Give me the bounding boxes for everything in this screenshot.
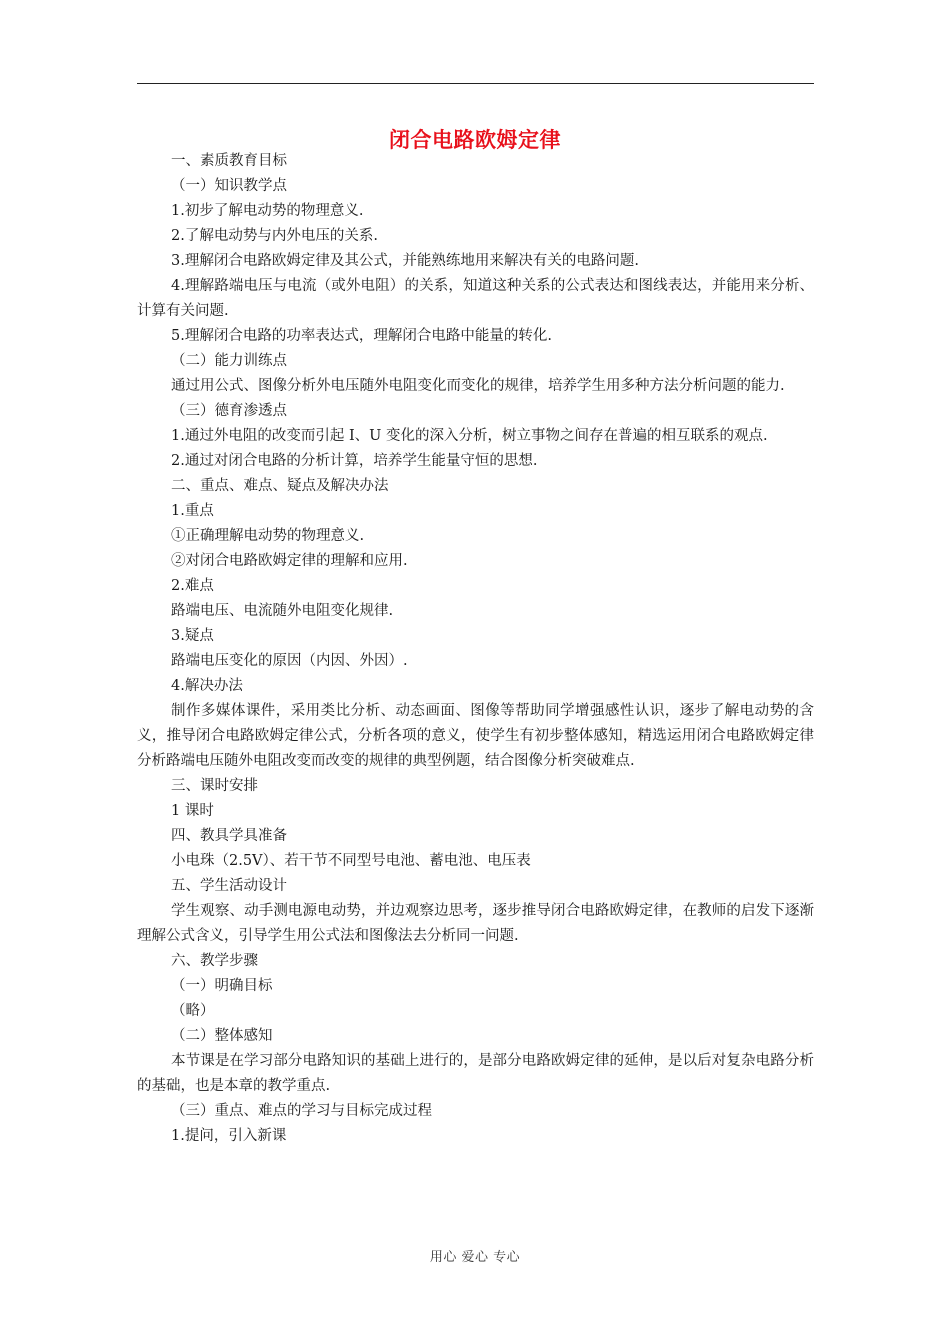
paragraph: 2.通过对闭合电路的分析计算，培养学生能量守恒的思想. [171, 453, 538, 469]
paragraph: （二）能力训练点 [171, 353, 287, 369]
paragraph: 1.通过外电阻的改变而引起 I、U 变化的深入分析，树立事物之间存在普遍的相互联系的观点. [171, 428, 768, 444]
paragraph: 2.难点 [171, 578, 214, 594]
paragraph: 3.理解闭合电路欧姆定律及其公式，并能熟练地用来解决有关的电路问题. [171, 253, 639, 269]
paragraph: 1.重点 [171, 503, 214, 519]
paragraph: （三）重点、难点的学习与目标完成过程 [171, 1103, 432, 1119]
page-footer: 用心 爱心 专心 [429, 1250, 521, 1265]
document-title: 闭合电路欧姆定律 [389, 128, 561, 152]
paragraph: 3.疑点 [171, 628, 214, 644]
paragraph: （一）知识教学点 [171, 178, 287, 194]
paragraph: 六、教学步骤 [171, 953, 258, 969]
paragraph: 三、课时安排 [171, 778, 258, 794]
paragraph: ②对闭合电路欧姆定律的理解和应用. [171, 553, 408, 569]
header-rule [137, 83, 814, 84]
paragraph: 1 课时 [171, 803, 214, 819]
paragraph: （二）整体感知 [171, 1028, 273, 1044]
paragraph: ①正确理解电动势的物理意义. [171, 528, 365, 544]
paragraph: 制作多媒体课件，采用类比分析、动态画面、图像等帮助同学增强感性认识，逐步了解电动势的含义，推导闭合电路欧姆定律公式，分析各项的意义，使学生有初步整体感知，精选运用闭合电路欧姆定律分析路端电压随外电阻改变而改变的规律的典型例题，结合图像分析突破难点. [137, 703, 814, 769]
document-body [137, 149, 814, 1149]
paragraph: 通过用公式、图像分析外电压随外电阻变化而变化的规律，培养学生用多种方法分析问题的能力. [171, 378, 785, 394]
paragraph: 四、教具学具准备 [171, 828, 287, 844]
paragraph: 学生观察、动手测电源电动势，并边观察边思考，逐步推导闭合电路欧姆定律，在教师的启发下逐渐理解公式含义，引导学生用公式法和图像法去分析同一问题. [137, 903, 814, 944]
paragraph: 4.理解路端电压与电流（或外电阻）的关系，知道这种关系的公式表达和图线表达，并能用来分析、计算有关问题. [137, 278, 814, 319]
paragraph: 一、素质教育目标 [171, 153, 287, 169]
paragraph: 2.了解电动势与内外电压的关系. [171, 228, 378, 244]
paragraph: 5.理解闭合电路的功率表达式，理解闭合电路中能量的转化. [171, 328, 552, 344]
paragraph: （略） [171, 1003, 215, 1019]
paragraph: 4.解决办法 [171, 678, 243, 694]
paragraph: 路端电压变化的原因（内因、外因）. [171, 653, 408, 669]
paragraph: 五、学生活动设计 [171, 878, 287, 894]
paragraph: 1.初步了解电动势的物理意义. [171, 203, 364, 219]
paragraph: （一）明确目标 [171, 978, 273, 994]
paragraph: 1.提问，引入新课 [171, 1128, 287, 1144]
paragraph: 路端电压、电流随外电阻变化规律. [171, 603, 394, 619]
paragraph: （三）德育渗透点 [171, 403, 287, 419]
paragraph: 小电珠（2.5V）、若干节不同型号电池、蓄电池、电压表 [171, 853, 531, 869]
paragraph: 本节课是在学习部分电路知识的基础上进行的，是部分电路欧姆定律的延伸，是以后对复杂电路分析的基础，也是本章的教学重点. [137, 1053, 814, 1094]
paragraph: 二、重点、难点、疑点及解决办法 [171, 478, 389, 494]
